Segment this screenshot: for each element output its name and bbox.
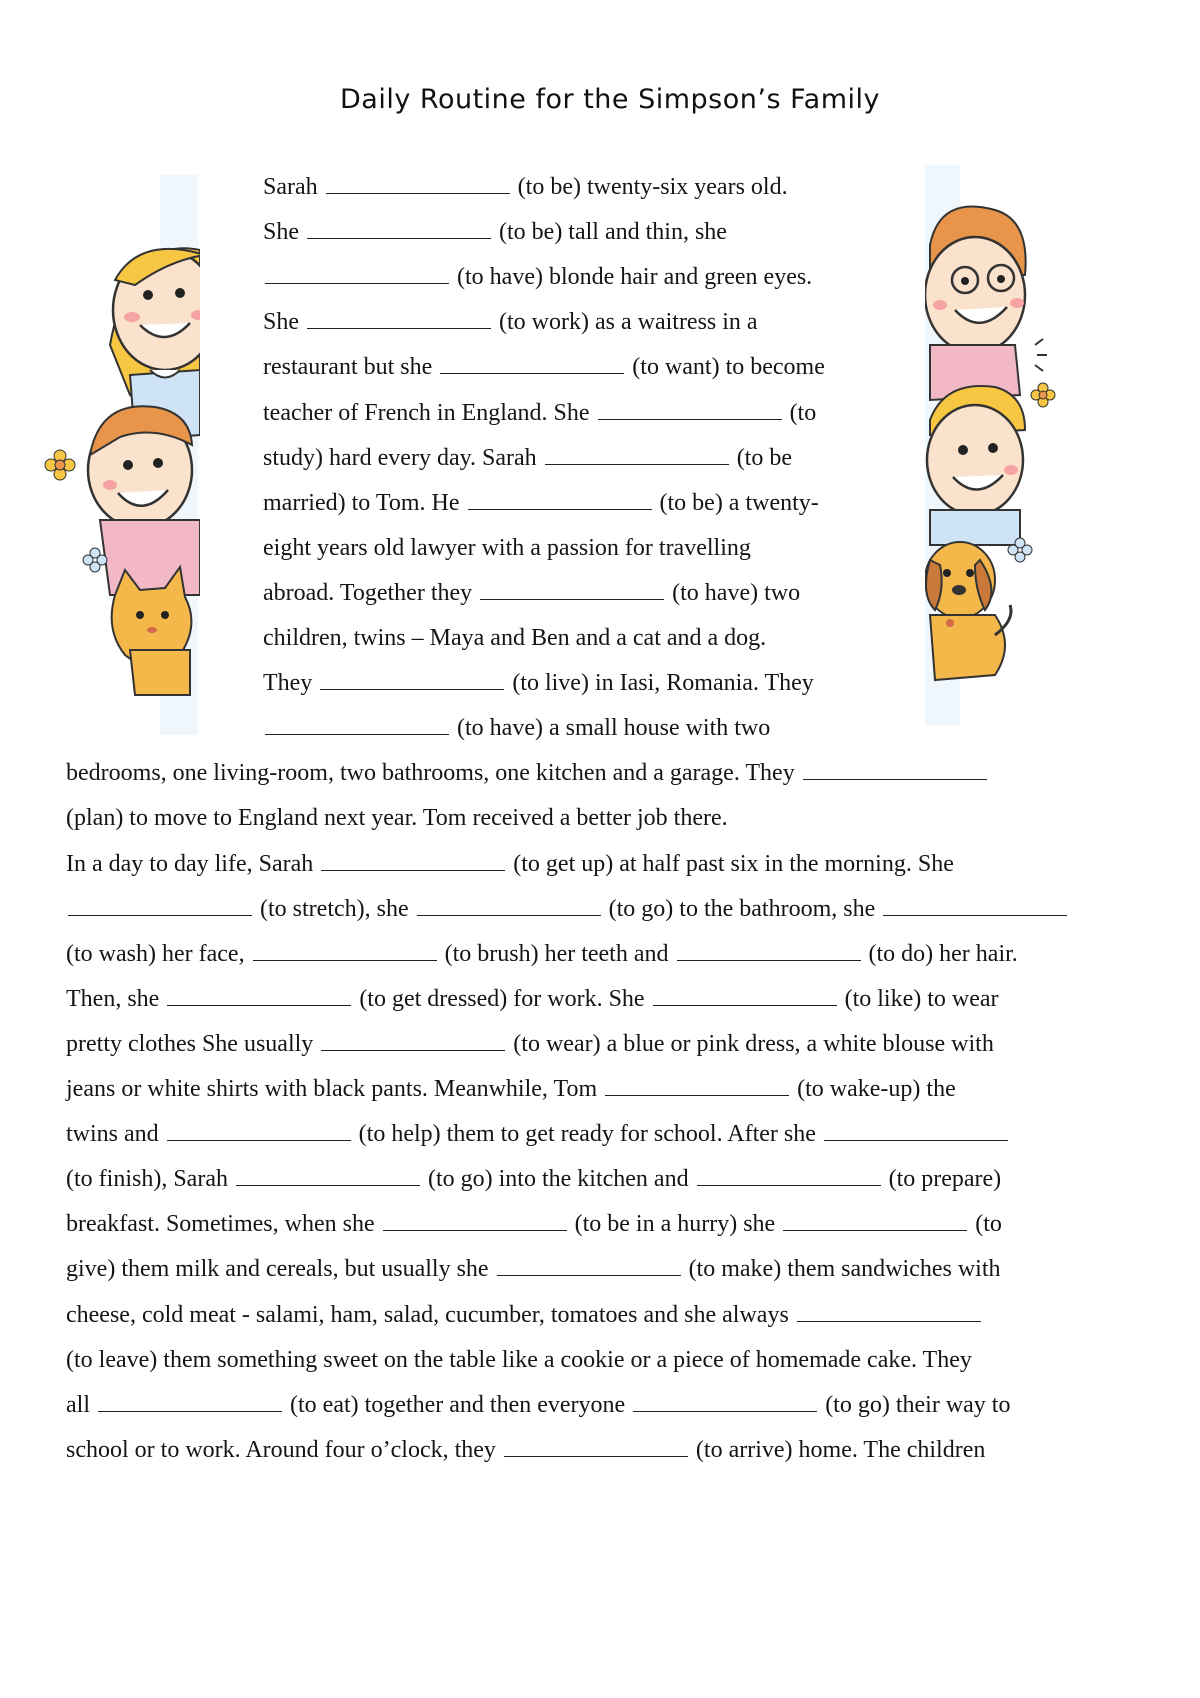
line-text: (to be xyxy=(730,444,792,471)
answer-blank[interactable] xyxy=(236,1165,420,1186)
line-text: school or to work. Around four o’clock, they xyxy=(66,1436,502,1463)
line-text: (to finish), Sarah xyxy=(66,1166,234,1193)
text-line xyxy=(66,1345,972,1375)
text-line xyxy=(66,1164,1001,1194)
line-text: (to wake-up) the xyxy=(791,1076,956,1102)
text-line xyxy=(66,1435,985,1465)
line-text: pretty clothes She usually xyxy=(66,1030,320,1057)
line-text: (to have) a small house with two xyxy=(451,715,771,742)
text-line xyxy=(263,352,825,382)
flower-icon xyxy=(1031,383,1055,407)
text-line xyxy=(66,849,954,879)
answer-blank[interactable] xyxy=(497,1255,681,1276)
answer-blank[interactable] xyxy=(797,1301,981,1322)
text-line xyxy=(263,668,814,698)
answer-blank[interactable] xyxy=(167,1120,351,1141)
text-line xyxy=(66,1209,1002,1239)
line-text: (to wear) a blue or pink dress, a white blouse with xyxy=(507,1030,994,1057)
text-line xyxy=(263,307,758,337)
line-text: give) them milk and cereals, but usually she xyxy=(66,1256,495,1283)
line-text: (to do) her hair. xyxy=(862,940,1018,967)
line-text: breakfast. Sometimes, when she xyxy=(66,1211,381,1238)
answer-blank[interactable] xyxy=(68,895,252,916)
answer-blank[interactable] xyxy=(326,173,510,194)
line-text: In a day to day life, Sarah xyxy=(66,850,320,877)
line-text: (to be) a twenty- xyxy=(653,489,819,516)
answer-blank[interactable] xyxy=(417,895,601,916)
line-text: bedrooms, one living-room, two bathrooms, one kitchen and a garage. They xyxy=(66,760,801,787)
line-text: twins and xyxy=(66,1121,165,1148)
line-text: restaurant but she xyxy=(263,354,439,381)
text-line xyxy=(263,217,727,247)
answer-blank[interactable] xyxy=(697,1165,881,1186)
text-line xyxy=(263,533,751,563)
answer-blank[interactable] xyxy=(253,940,437,961)
answer-blank[interactable] xyxy=(468,489,652,510)
answer-blank[interactable] xyxy=(504,1436,688,1457)
line-text: (to arrive) home. The children xyxy=(689,1436,986,1463)
line-text: (to make) them sandwiches with xyxy=(682,1256,1001,1283)
flower-icon xyxy=(45,450,75,480)
line-text: married) to Tom. He xyxy=(263,489,466,516)
text-line xyxy=(66,984,999,1014)
text-line xyxy=(263,713,770,743)
line-text: teacher of French in England. She xyxy=(263,399,596,426)
line-text: cheese, cold meat - salami, ham, salad, cucumber, tomatoes and she always xyxy=(66,1301,795,1328)
text-line xyxy=(66,1074,956,1104)
answer-blank[interactable] xyxy=(653,985,837,1006)
line-text: (to like) to wear xyxy=(838,985,999,1012)
line-text: (to be in a hurry) she xyxy=(568,1211,782,1238)
line-text: children, twins – Maya and Ben and a cat and a dog. xyxy=(263,625,767,651)
text-line xyxy=(66,1254,1000,1284)
line-text: (to go) their way to xyxy=(819,1391,1011,1418)
line-text: (to leave) them something sweet on the table like a cookie or a piece of homemade cake. They xyxy=(66,1346,972,1373)
text-line xyxy=(263,172,788,202)
answer-blank[interactable] xyxy=(598,399,782,420)
text-line xyxy=(66,1029,994,1059)
line-text: (to prepare) xyxy=(882,1166,1002,1193)
line-text: Sarah xyxy=(263,174,324,200)
line-text: (to brush) her teeth and xyxy=(438,940,675,967)
line-text: all xyxy=(66,1391,96,1418)
text-line xyxy=(66,1119,1010,1149)
answer-blank[interactable] xyxy=(545,444,729,465)
line-text: (to eat) together and then everyone xyxy=(284,1391,632,1418)
answer-blank[interactable] xyxy=(633,1391,817,1412)
answer-blank[interactable] xyxy=(677,940,861,961)
line-text: jeans or white shirts with black pants. Meanwhile, Tom xyxy=(66,1076,604,1102)
line-text: (to wash) her face, xyxy=(66,940,251,967)
line-text: (to have) blonde hair and green eyes. xyxy=(451,264,813,291)
left-kids-illustration xyxy=(40,175,200,735)
line-text: study) hard every day. Sarah xyxy=(263,444,543,471)
answer-blank[interactable] xyxy=(321,850,505,871)
answer-blank[interactable] xyxy=(167,985,351,1006)
text-line xyxy=(263,262,812,292)
line-text: abroad. Together they xyxy=(263,579,479,606)
text-line xyxy=(66,1300,983,1330)
text-line xyxy=(66,894,1069,924)
text-line xyxy=(66,939,1018,969)
line-text: (to xyxy=(969,1211,1002,1238)
text-line xyxy=(66,803,728,833)
line-text: (to be) tall and thin, she xyxy=(493,219,727,246)
answer-blank[interactable] xyxy=(265,263,449,284)
answer-blank[interactable] xyxy=(783,1210,967,1231)
right-kids-illustration xyxy=(925,165,1060,725)
text-line xyxy=(263,443,792,473)
line-text: (to get dressed) for work. She xyxy=(353,985,651,1012)
answer-blank[interactable] xyxy=(98,1391,282,1412)
text-line xyxy=(263,488,819,518)
answer-blank[interactable] xyxy=(605,1075,789,1096)
line-text: (to want) to become xyxy=(626,354,825,381)
line-text: They xyxy=(263,670,319,697)
answer-blank[interactable] xyxy=(440,353,624,374)
line-text: Then, she xyxy=(66,985,166,1012)
answer-blank[interactable] xyxy=(383,1210,567,1231)
answer-blank[interactable] xyxy=(307,308,491,329)
text-line xyxy=(66,758,989,788)
answer-blank[interactable] xyxy=(824,1120,1008,1141)
line-text: (to go) to the bathroom, she xyxy=(602,895,882,922)
line-text: (plan) to move to England next year. Tom received a better job there. xyxy=(66,805,728,832)
page-title: Daily Routine for the Simpson’s Family xyxy=(340,84,880,115)
text-line xyxy=(263,398,816,428)
answer-blank[interactable] xyxy=(480,579,664,600)
line-text: (to help) them to get ready for school. After she xyxy=(352,1121,822,1148)
answer-blank[interactable] xyxy=(883,895,1067,916)
line-text: (to go) into the kitchen and xyxy=(421,1166,695,1193)
line-text: (to get up) at half past six in the morning. She xyxy=(507,850,954,877)
line-text: She xyxy=(263,309,305,336)
answer-blank[interactable] xyxy=(307,218,491,239)
line-text: (to stretch), she xyxy=(254,895,415,922)
line-text: She xyxy=(263,219,305,246)
answer-blank[interactable] xyxy=(803,759,987,780)
line-text: eight years old lawyer with a passion for travelling xyxy=(263,534,751,561)
answer-blank[interactable] xyxy=(265,714,449,735)
line-text: (to xyxy=(783,399,817,426)
line-text: (to work) as a waitress in a xyxy=(493,309,758,336)
text-line xyxy=(263,623,766,653)
text-line xyxy=(263,578,800,608)
answer-blank[interactable] xyxy=(320,669,504,690)
line-text: (to live) in Iasi, Romania. They xyxy=(506,670,814,697)
line-text: (to have) two xyxy=(666,579,801,606)
text-line xyxy=(66,1390,1010,1420)
answer-blank[interactable] xyxy=(321,1030,505,1051)
line-text: (to be) twenty-six years old. xyxy=(511,174,788,200)
